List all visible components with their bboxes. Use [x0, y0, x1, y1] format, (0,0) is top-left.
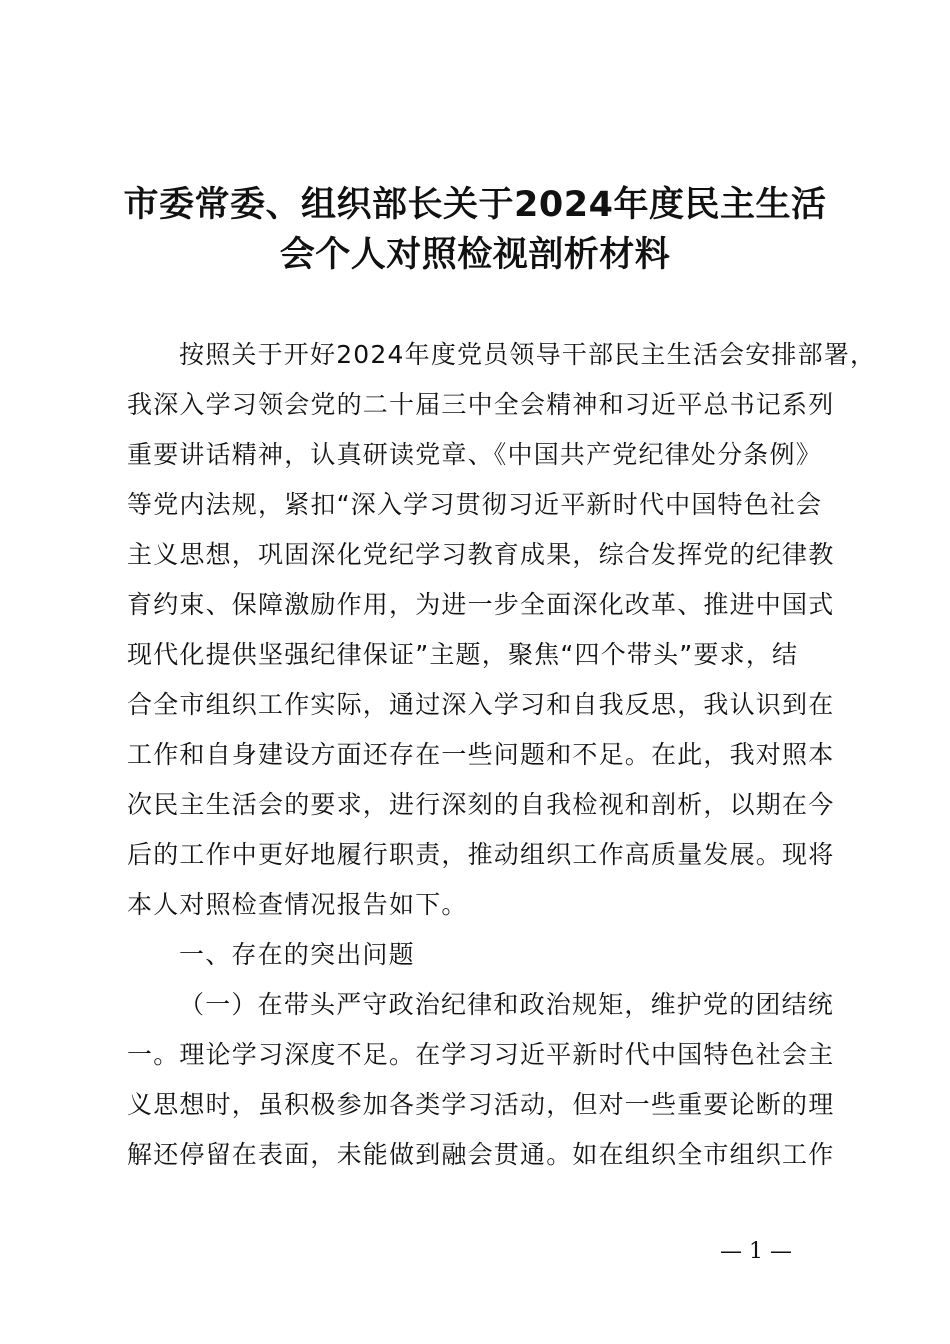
body-line: 次民主生活会的要求，进行深刻的自我检视和剖析，以期在今 [127, 790, 835, 819]
body-line: 本人对照检查情况报告如下。 [127, 890, 468, 919]
body-line: 现代化提供坚强纪律保证”主题，聚焦“四个带头”要求，结 [127, 640, 799, 669]
body-line: 合全市组织工作实际，通过深入学习和自我反思，我认识到在 [127, 690, 835, 719]
body-line: 我深入学习领会党的二十届三中全会精神和习近平总书记系列 [127, 390, 835, 419]
body-line: 育约束、保障激励作用，为进一步全面深化改革、推进中国式 [127, 590, 835, 619]
document-body [127, 330, 877, 1180]
body-line: 工作和自身建设方面还存在一些问题和不足。在此，我对照本 [127, 740, 835, 769]
subsection-heading: （一）在带头严守政治纪律和政治规矩，维护党的团结统 [179, 990, 835, 1019]
body-line: 一。理论学习深度不足。在学习习近平新时代中国特色社会主 [127, 1040, 835, 1069]
body-line: 按照关于开好2024年度党员领导干部民主生活会安排部署， [179, 340, 877, 369]
section-heading: 一、存在的突出问题 [179, 940, 415, 969]
body-line: 义思想时，虽积极参加各类学习活动，但对一些重要论断的理 [127, 1090, 835, 1119]
body-line: 解还停留在表面，未能做到融会贯通。如在组织全市组织工作 [127, 1140, 835, 1169]
body-line: 等党内法规，紧扣“深入学习贯彻习近平新时代中国特色社会 [127, 490, 823, 519]
body-line: 后的工作中更好地履行职责，推动组织工作高质量发展。现将 [127, 840, 835, 869]
body-line: 重要讲话精神，认真研读党章、《中国共产党纪律处分条例》 [127, 440, 822, 469]
page-number: — 1 — [720, 1239, 792, 1264]
document-title [110, 180, 840, 280]
title-line-2: 会个人对照检视剖析材料 [279, 235, 671, 275]
title-line-1: 市委常委、组织部长关于2024年度民主生活 [123, 185, 827, 225]
body-line: 主义思想，巩固深化党纪学习教育成果，综合发挥党的纪律教 [127, 540, 835, 569]
